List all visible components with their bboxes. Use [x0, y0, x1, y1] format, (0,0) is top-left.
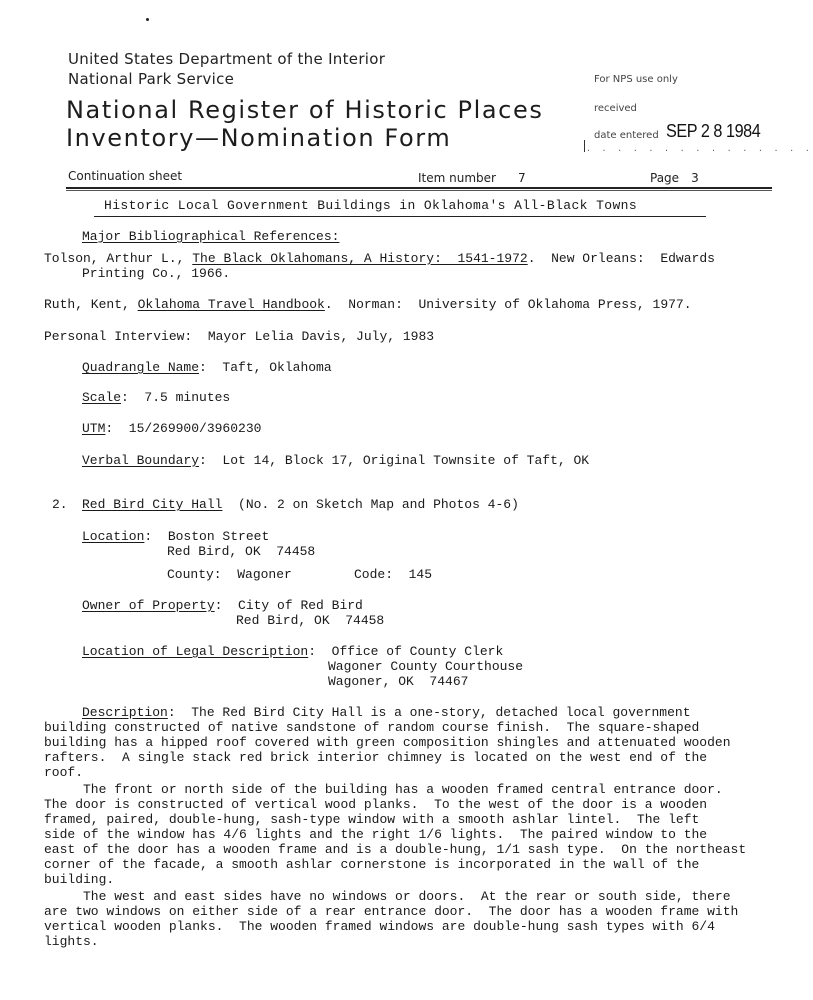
bib-ruth-title: Oklahoma Travel Handbook: [137, 297, 325, 312]
item-number-value: 7: [517, 171, 526, 185]
description-line-14: vertical wooden planks. The wooden framed windows are double-hung sash types with 6/4: [44, 919, 715, 934]
legal-label: Location of Legal Description: [82, 644, 309, 659]
red-bird-name-note: (No. 2 on Sketch Map and Photos 4-6): [222, 497, 519, 512]
description-line-0: : The Red Bird City Hall is a one-story, detached local government: [167, 705, 691, 720]
description-line-6: The door is constructed of vertical wood planks. To the west of the door is a wooden: [44, 797, 708, 812]
location-line2: Red Bird, OK 74458: [167, 544, 316, 559]
description-line-1: building constructed of native sandstone of random course finish. The square-shaped: [44, 720, 700, 735]
quadrangle-label: Quadrangle Name: [82, 360, 200, 375]
received-label: received: [594, 103, 637, 114]
scale-label: Scale: [82, 390, 122, 405]
description-line-12: The west and east sides have no windows or doors. At the rear or south side, there: [44, 889, 731, 904]
utm-row: [82, 421, 261, 436]
county-value: County: Wagoner: [167, 567, 292, 582]
quadrangle-value: : Taft, Oklahoma: [199, 360, 332, 375]
utm-value: : 15/269900/3960230: [105, 421, 262, 436]
scale-row: [82, 390, 230, 405]
location-row: [82, 529, 269, 544]
owner-row: [82, 598, 363, 613]
page-label: Page: [650, 171, 680, 185]
bib-entry-ruth: [44, 297, 692, 312]
bibliography-heading: Major Bibliographical References:: [82, 229, 340, 244]
form-title-line1: National Register of Historic Places: [66, 96, 544, 124]
description-line-5: The front or north side of the building has a wooden framed central entrance door.: [44, 782, 723, 797]
description-line-7: framed, paired, double-hung, sash-type window with a smooth ashlar lintel. The left: [44, 812, 700, 827]
description-first-line: [82, 705, 691, 720]
form-title-line2: Inventory—Nomination Form: [66, 124, 452, 152]
description-label: Description: [82, 705, 168, 720]
document-title-underline: [94, 216, 706, 217]
owner-line1: : City of Red Bird: [214, 598, 363, 613]
date-entered-stamp: SEP 2 8 1984: [666, 121, 761, 141]
code-value: Code: 145: [354, 567, 433, 582]
page-value: 3: [691, 171, 699, 185]
bib-interview: Personal Interview: Mayor Lelia Davis, July, 1983: [44, 329, 435, 344]
continuation-sheet-label: Continuation sheet: [68, 169, 183, 183]
bib-tolson-rest: . New Orleans: Edwards: [527, 251, 715, 266]
boundary-row: [82, 453, 589, 468]
location-label: Location: [82, 529, 145, 544]
bib-tolson-title: The Black Oklahomans, A History: 1541-1972: [192, 251, 528, 266]
red-bird-name: Red Bird City Hall: [82, 497, 223, 512]
bib-tolson-author: Tolson, Arthur L.,: [44, 251, 193, 266]
boundary-value: : Lot 14, Block 17, Original Townsite of Taft, OK: [199, 453, 590, 468]
legal-row: [82, 644, 503, 659]
stray-ink-dot: [146, 18, 149, 21]
stamp-dotted-line: · · · · · · · · · · · · · · ·: [586, 146, 813, 155]
scale-value: : 7.5 minutes: [121, 390, 231, 405]
stamp-tick-mark: [584, 140, 585, 152]
description-line-3: rafters. A single stack red brick interior chimney is located on the west end of the: [44, 750, 708, 765]
legal-line2: Wagoner County Courthouse: [328, 659, 524, 674]
red-bird-heading: [82, 497, 519, 512]
location-line1: : Boston Street: [144, 529, 270, 544]
bib-tolson-line2: Printing Co., 1966.: [82, 266, 231, 281]
description-line-10: corner of the facade, a smooth ashlar cornerstone is incorporated in the wall of the: [44, 857, 700, 872]
description-line-13: are two windows on either side of a rear entrance door. The door has a wooden frame with: [44, 904, 739, 919]
header-rule: [66, 187, 772, 189]
item-number-label: Item number: [418, 171, 496, 185]
owner-label: Owner of Property: [82, 598, 215, 613]
description-line-2: building has a hipped roof covered with green composition shingles and attenuated wooden: [44, 735, 731, 750]
boundary-label: Verbal Boundary: [82, 453, 200, 468]
description-line-4: roof.: [44, 765, 84, 780]
item-number-field: [418, 171, 526, 185]
bib-ruth-rest: . Norman: University of Oklahoma Press, 1977.: [324, 297, 692, 312]
owner-line2: Red Bird, OK 74458: [236, 613, 385, 628]
nps-use-only-label: For NPS use only: [594, 74, 678, 85]
description-line-8: side of the window has 4/6 lights and the right 1/6 lights. The paired window to the: [44, 827, 708, 842]
description-line-15: lights.: [44, 934, 99, 949]
bib-ruth-author: Ruth, Kent,: [44, 297, 138, 312]
quadrangle-row: [82, 360, 332, 375]
department-name: United States Department of the Interior: [68, 50, 386, 68]
utm-label: UTM: [82, 421, 106, 436]
bib-entry-tolson: [44, 251, 715, 266]
red-bird-number: 2.: [52, 497, 68, 512]
description-line-9: east of the door has a wooden frame and is a double-hung, 1/1 sash type. On the northeast: [44, 842, 747, 857]
service-name: National Park Service: [68, 70, 235, 88]
page-field: [650, 171, 699, 185]
description-line-11: building.: [44, 872, 115, 887]
header-rule-thin: [66, 190, 772, 191]
legal-line1: : Office of County Clerk: [308, 644, 504, 659]
date-entered-label: date entered: [594, 130, 659, 141]
legal-line3: Wagoner, OK 74467: [328, 674, 469, 689]
document-title: Historic Local Government Buildings in Oklahoma's All-Black Towns: [104, 198, 638, 213]
